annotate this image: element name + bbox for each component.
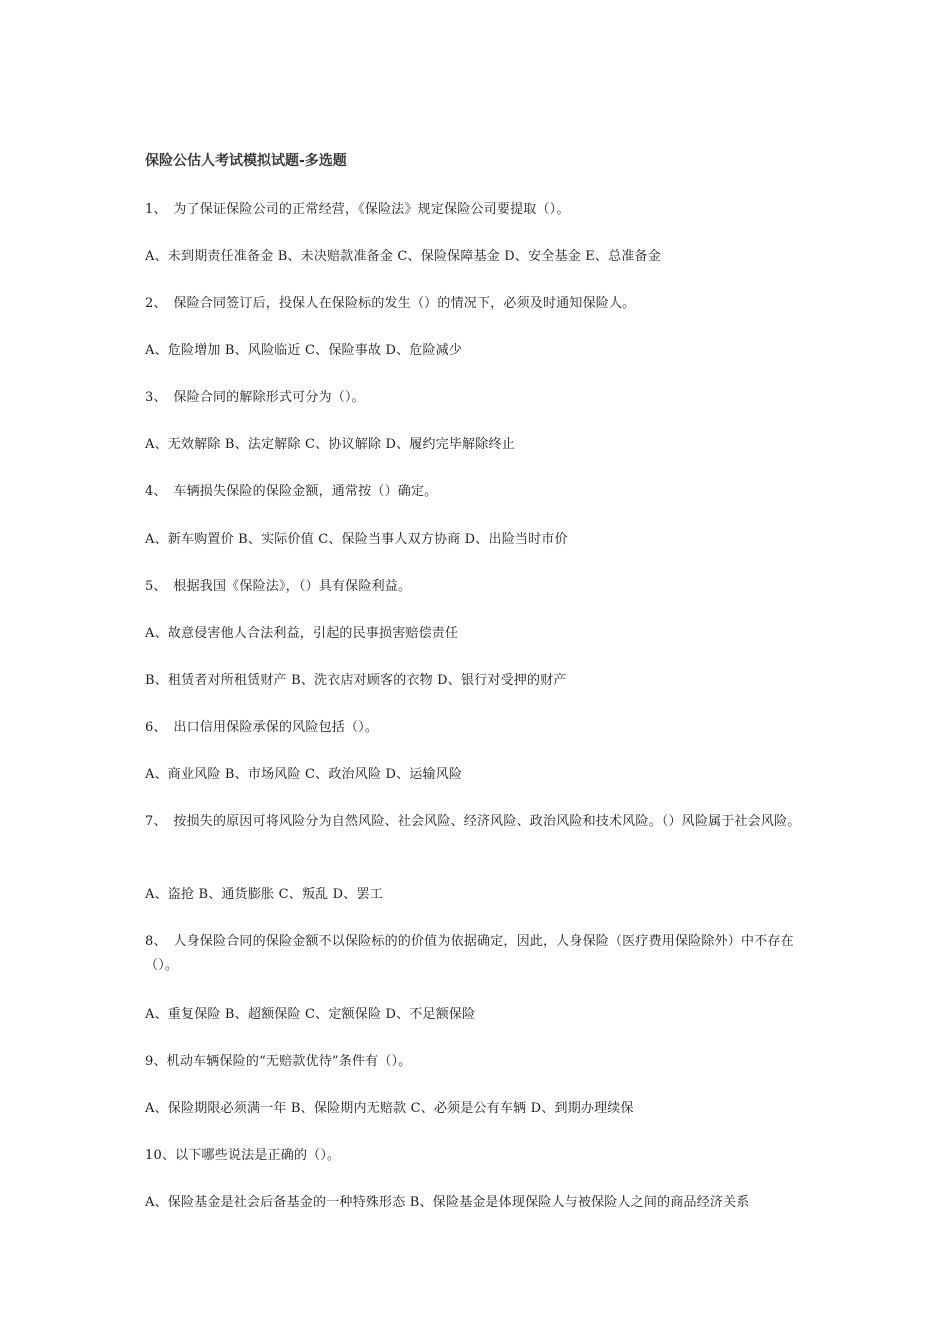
question-8-options: A、重复保险 B、超额保险 C、定额保险 D、不足额保险: [145, 1007, 476, 1022]
question-9-options: A、保险期限必须满一年 B、保险期内无赔款 C、必须是公有车辆 D、到期办理续保: [145, 1101, 634, 1116]
document-title: 保险公估人考试模拟试题-多选题: [145, 153, 347, 169]
question-6-options: A、商业风险 B、市场风险 C、政治风险 D、运输风险: [145, 767, 463, 782]
question-1: 1、 为了保证保险公司的正常经营，《保险法》规定保险公司要提取（）。: [145, 202, 570, 217]
question-6: 6、 出口信用保险承保的风险包括（）。: [145, 720, 379, 735]
question-7-options: A、盗抢 B、通货膨胀 C、叛乱 D、罢工: [145, 887, 383, 902]
question-1-options: A、未到期责任准备金 B、未决赔款准备金 C、保险保障基金 D、安全基金 E、总准备金: [145, 249, 661, 264]
question-3: 3、 保险合同的解除形式可分为（）。: [145, 390, 365, 405]
question-3-options: A、无效解除 B、法定解除 C、协议解除 D、履约完毕解除终止: [145, 437, 515, 452]
question-5-options: B、租赁者对所租赁财产 B、洗衣店对顾客的衣物 D、银行对受押的财产: [145, 673, 567, 688]
question-7: 7、 按损失的原因可将风险分为自然风险、社会风险、经济风险、政治风险和技术风险。（）风险属于社会风险。: [145, 814, 801, 829]
question-5: 5、 根据我国《保险法》，（）具有保险利益。: [145, 579, 412, 594]
question-2-options: A、危险增加 B、风险临近 C、保险事故 D、危险减少: [145, 343, 463, 358]
question-4-options: A、新车购置价 B、实际价值 C、保险当事人双方协商 D、出险当时市价: [145, 532, 568, 547]
question-8: 8、 人身保险合同的保险金额不以保险标的的价值为依据确定，因此，人身保险（医疗费用保险除外）中不存在（）。: [145, 934, 794, 973]
question-4: 4、 车辆损失保险的保险金额，通常按（）确定。: [145, 484, 438, 499]
question-5-option-a: A、故意侵害他人合法利益，引起的民事损害赔偿责任: [145, 626, 459, 641]
question-9: 9、机动车辆保险的“无赔款优待”条件有（）。: [145, 1054, 412, 1069]
question-10: 10、以下哪些说法是正确的（）。: [145, 1148, 341, 1163]
question-2: 2、 保险合同签订后，投保人在保险标的发生（）的情况下，必须及时通知保险人。: [145, 296, 636, 311]
question-10-options: A、保险基金是社会后备基金的一种特殊形态 B、保险基金是体现保险人与被保险人之间的商品经济关系: [145, 1195, 750, 1210]
